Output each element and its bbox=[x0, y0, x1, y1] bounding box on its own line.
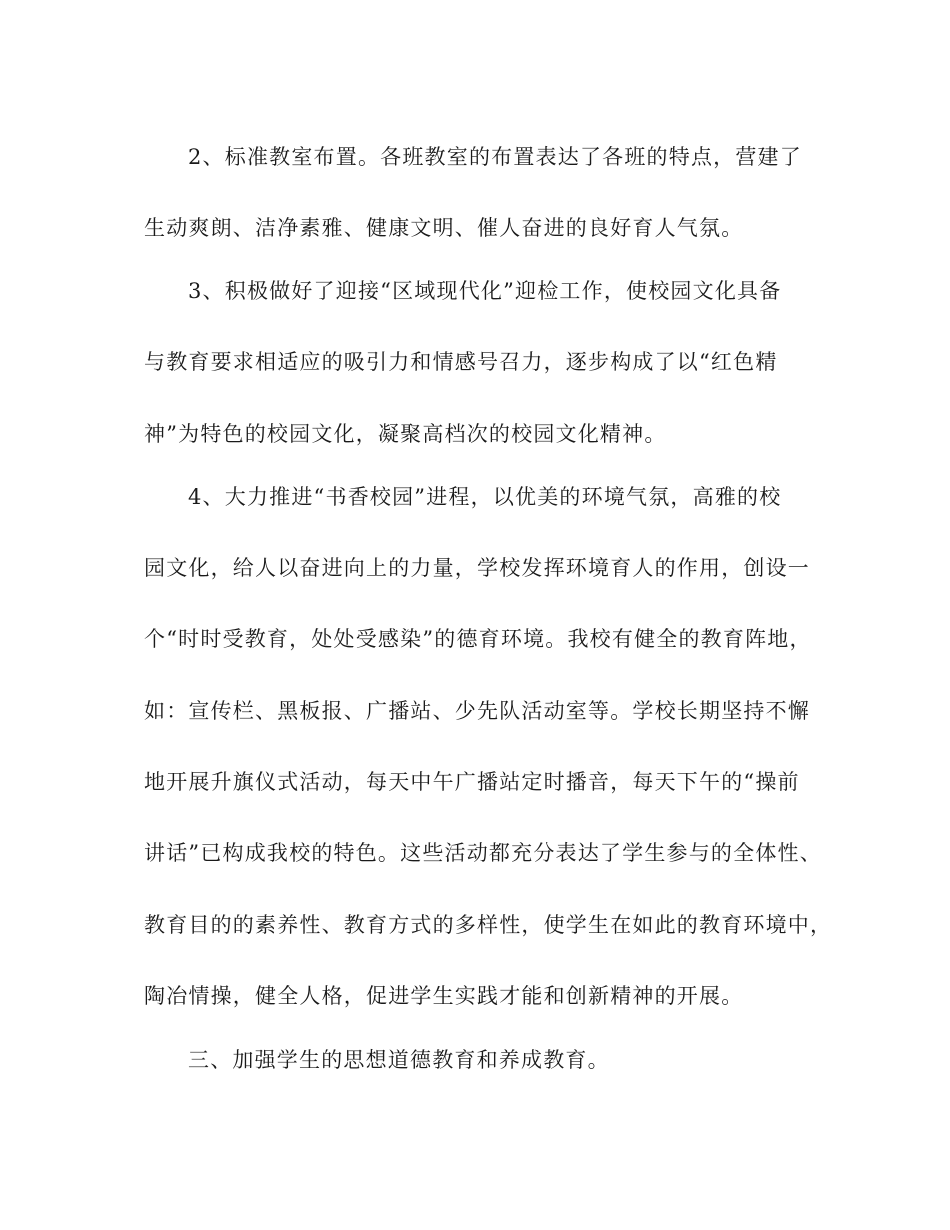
paragraph-4-line-2: 园文化，给人以奋进向上的力量，学校发挥环境育人的作用，创设一 bbox=[144, 556, 810, 580]
paragraph-3-line-2: 与教育要求相适应的吸引力和情感号召力，逐步构成了以“红色精 bbox=[144, 350, 778, 374]
paragraph-4-line-5: 地开展升旗仪式活动，每天中午广播站定时播音，每天下午的“操前 bbox=[144, 770, 800, 794]
paragraph-4-line-8: 陶冶情操，健全人格，促进学生实践才能和创新精神的开展。 bbox=[144, 984, 744, 1008]
paragraph-4-line-4: 如：宣传栏、黑板报、广播站、少先队活动室等。学校长期坚持不懈 bbox=[144, 699, 810, 723]
paragraph-4-line-1: 4、大力推进“书香校园”进程，以优美的环境气氛，高雅的校 bbox=[188, 485, 782, 509]
paragraph-4-line-3: 个“时时受教育，处处受感染”的德育环境。我校有健全的教育阵地， bbox=[144, 627, 812, 651]
paragraph-3-line-3: 神”为特色的校园文化，凝聚高档次的校园文化精神。 bbox=[144, 422, 667, 446]
paragraph-3-line-1: 3、积极做好了迎接“区域现代化”迎检工作，使校园文化具备 bbox=[188, 279, 782, 303]
section-3-heading: 三、加强学生的思想道德教育和养成教育。 bbox=[188, 1048, 610, 1072]
paragraph-4-line-6: 讲话”已构成我校的特色。这些活动都充分表达了学生参与的全体性、 bbox=[144, 841, 822, 865]
paragraph-2-line-1: 2、标准教室布置。各班教室的布置表达了各班的特点，营建了 bbox=[188, 145, 802, 169]
paragraph-4-line-7: 教育目的的素养性、教育方式的多样性，使学生在如此的教育环境中， bbox=[144, 913, 833, 937]
paragraph-2-line-2: 生动爽朗、洁净素雅、健康文明、催人奋进的良好育人气氛。 bbox=[144, 216, 744, 240]
